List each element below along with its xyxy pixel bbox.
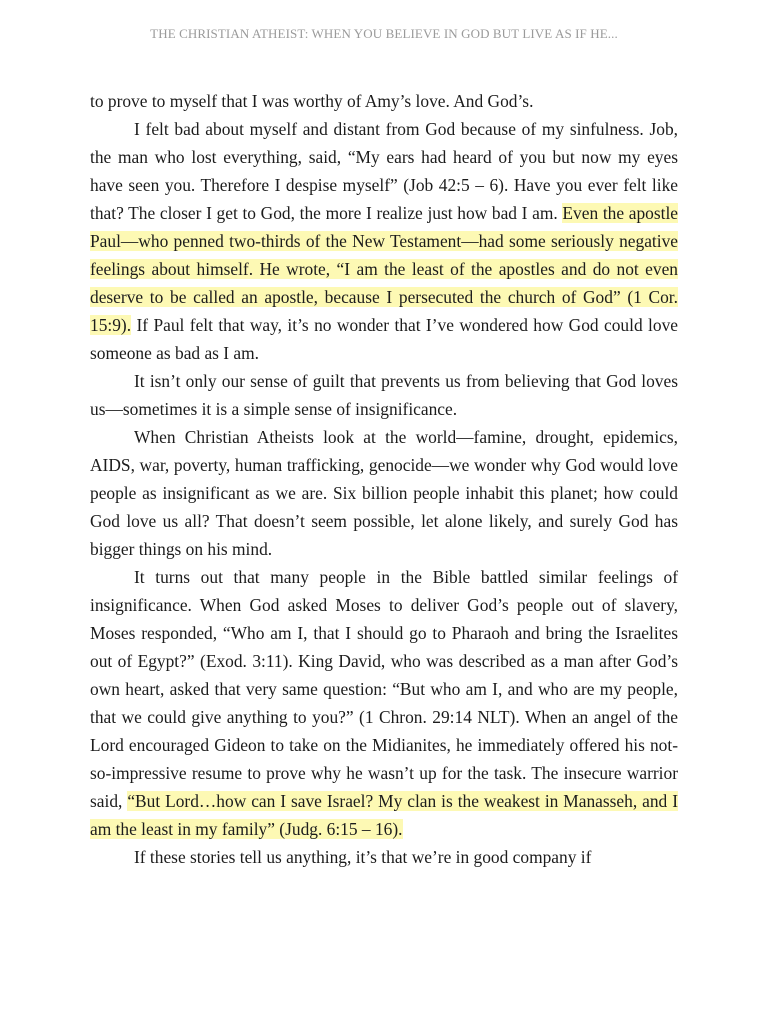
paragraph-text: It turns out that many people in the Bible battled similar feelings of insignificance. When God asked Moses to deliver God’s people out of slavery, Moses responded, “Who am I, that I should go to Pharaoh and bring the Israelites out of Egypt?” (Exod. 3:11). King David, who was described as a man after God’s own heart, asked that very same question: “But who am I, and who are my people, that we could give anything to you?” (1 Chron. 29:14 NLT). When an angel of the Lord encouraged Gideon to take on the Midianites, he immediately offered his not-so-impressive resume to prove why he wasn’t up for the task. The insecure warrior said, xyxy=(90,567,678,811)
highlighted-passage[interactable]: Even the apostle Paul—who penned two-thirds of the New Testament—had some seriously negative feelings about himself. He wrote, “I am the least of the apostles and do not even deserve to be called an apostle, because I persecuted the church of God” (1 Cor. 15:9). xyxy=(90,203,678,335)
page-body xyxy=(90,87,678,871)
paragraph-6 xyxy=(90,843,678,871)
paragraph-text: If Paul felt that way, it’s no wonder that I’ve wondered how God could love someone as bad as I am. xyxy=(90,315,678,363)
paragraph-text: When Christian Atheists look at the world—famine, drought, epidemics, AIDS, war, poverty, human trafficking, genocide—we wonder why God would love people as insignificant as we are. Six billion people inhabit this planet; how could God love us all? That doesn’t seem possible, let alone likely, and surely God has bigger things on his mind. xyxy=(90,427,678,559)
paragraph-text: If these stories tell us anything, it’s that we’re in good company if xyxy=(134,847,592,867)
paragraph-text: to prove to myself that I was worthy of Amy’s love. And God’s. xyxy=(90,91,534,111)
paragraph-text: It isn’t only our sense of guilt that prevents us from believing that God loves us—sometimes it is a simple sense of insignificance. xyxy=(90,371,678,419)
paragraph-4 xyxy=(90,423,678,563)
paragraph-1 xyxy=(90,87,678,115)
paragraph-5 xyxy=(90,563,678,843)
running-header: THE CHRISTIAN ATHEIST: WHEN YOU BELIEVE IN GOD BUT LIVE AS IF HE... xyxy=(150,26,618,41)
paragraph-text: I felt bad about myself and distant from God because of my sinfulness. Job, the man who lost everything, said, “My ears had heard of you but now my eyes have seen you. Therefore I despise myself” (Job 42:5 – 6). Have you ever felt like that? The closer I get to God, the more I realize just how bad I am. xyxy=(90,119,678,223)
highlighted-passage[interactable]: “But Lord…how can I save Israel? My clan is the weakest in Manasseh, and I am the least in my family” (Judg. 6:15 – 16). xyxy=(90,791,678,839)
paragraph-3 xyxy=(90,367,678,423)
paragraph-2 xyxy=(90,115,678,367)
